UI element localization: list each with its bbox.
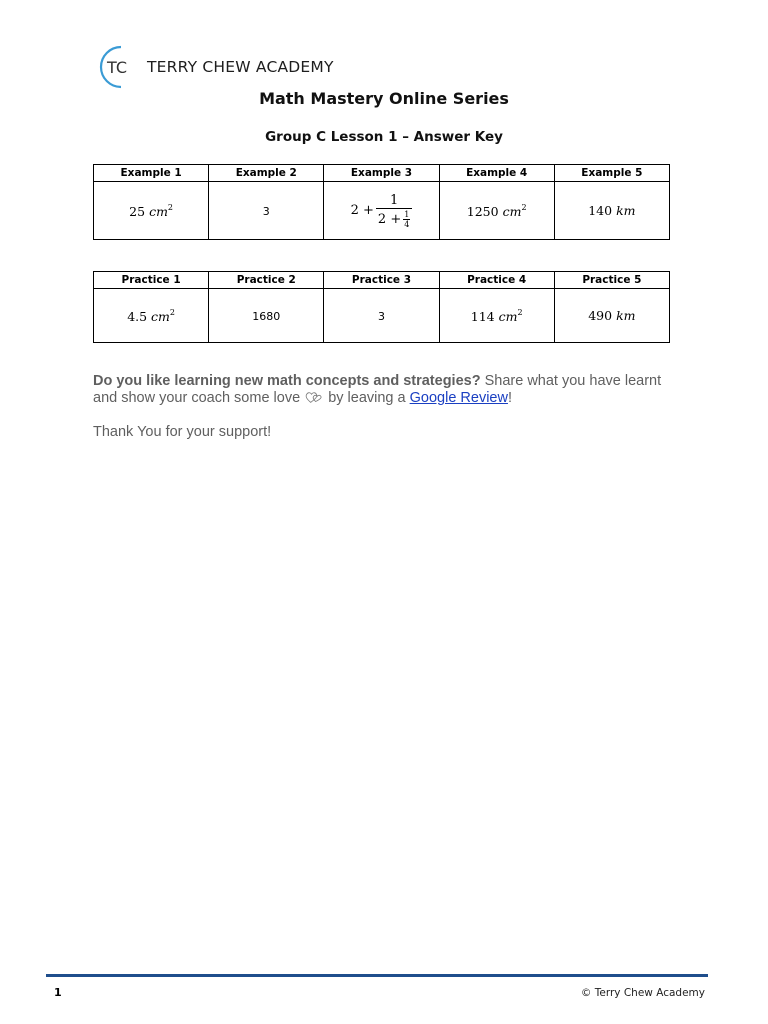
col-header: Practice 5 bbox=[554, 272, 669, 289]
practice-answer-row bbox=[94, 289, 670, 343]
footer-divider bbox=[46, 974, 708, 977]
col-header: Example 3 bbox=[324, 165, 439, 182]
answer-cell: 3 bbox=[209, 182, 324, 240]
col-header: Practice 3 bbox=[324, 272, 439, 289]
col-header: Example 4 bbox=[439, 165, 554, 182]
logo-letters: TC bbox=[106, 58, 128, 77]
thanks-text: Thank You for your support! bbox=[93, 424, 272, 440]
answer-cell: 140 km bbox=[554, 182, 669, 240]
answer-cell: 4.5 $cm^2$ bbox=[94, 289, 209, 343]
examples-table bbox=[93, 164, 670, 240]
col-header: Practice 2 bbox=[209, 272, 324, 289]
col-header: Practice 1 bbox=[94, 272, 209, 289]
heart-icon bbox=[304, 391, 324, 404]
examples-answer-row bbox=[94, 182, 670, 240]
copyright-notice: © Terry Chew Academy bbox=[580, 987, 705, 999]
col-header: Example 5 bbox=[554, 165, 669, 182]
brand-name: TERRY CHEW ACADEMY bbox=[147, 58, 334, 76]
answer-cell: 3 bbox=[324, 289, 439, 343]
academy-logo bbox=[94, 44, 334, 90]
examples-header-row bbox=[94, 165, 670, 182]
message-question: Do you like learning new math concepts and strategies? bbox=[93, 373, 481, 389]
col-header: Practice 4 bbox=[439, 272, 554, 289]
practice-table bbox=[93, 271, 670, 343]
continued-fraction: 2 + 1 2 + $\frac{1}{4}$ bbox=[351, 193, 413, 229]
answer-cell: 490 km bbox=[554, 289, 669, 343]
page-number: 1 bbox=[54, 986, 62, 999]
answer-cell: 114 $cm^2$ bbox=[439, 289, 554, 343]
col-header: Example 1 bbox=[94, 165, 209, 182]
answer-cell: 25 $cm^2$ bbox=[94, 182, 209, 240]
practice-header-row bbox=[94, 272, 670, 289]
page-title: Math Mastery Online Series bbox=[259, 89, 509, 108]
google-review-link[interactable]: Google Review bbox=[409, 390, 508, 406]
review-message: Do you like learning new math concepts and strategies? Share what you have learnt and show your coach some love by leaving a Google Review! bbox=[93, 373, 662, 406]
logo-ring-icon bbox=[94, 44, 140, 90]
col-header: Example 2 bbox=[209, 165, 324, 182]
answer-cell: 1680 bbox=[209, 289, 324, 343]
answer-cell: 1250 $cm^2$ bbox=[439, 182, 554, 240]
logo-mark bbox=[94, 44, 140, 90]
page-subtitle: Group C Lesson 1 – Answer Key bbox=[265, 129, 503, 145]
answer-cell bbox=[324, 182, 439, 240]
